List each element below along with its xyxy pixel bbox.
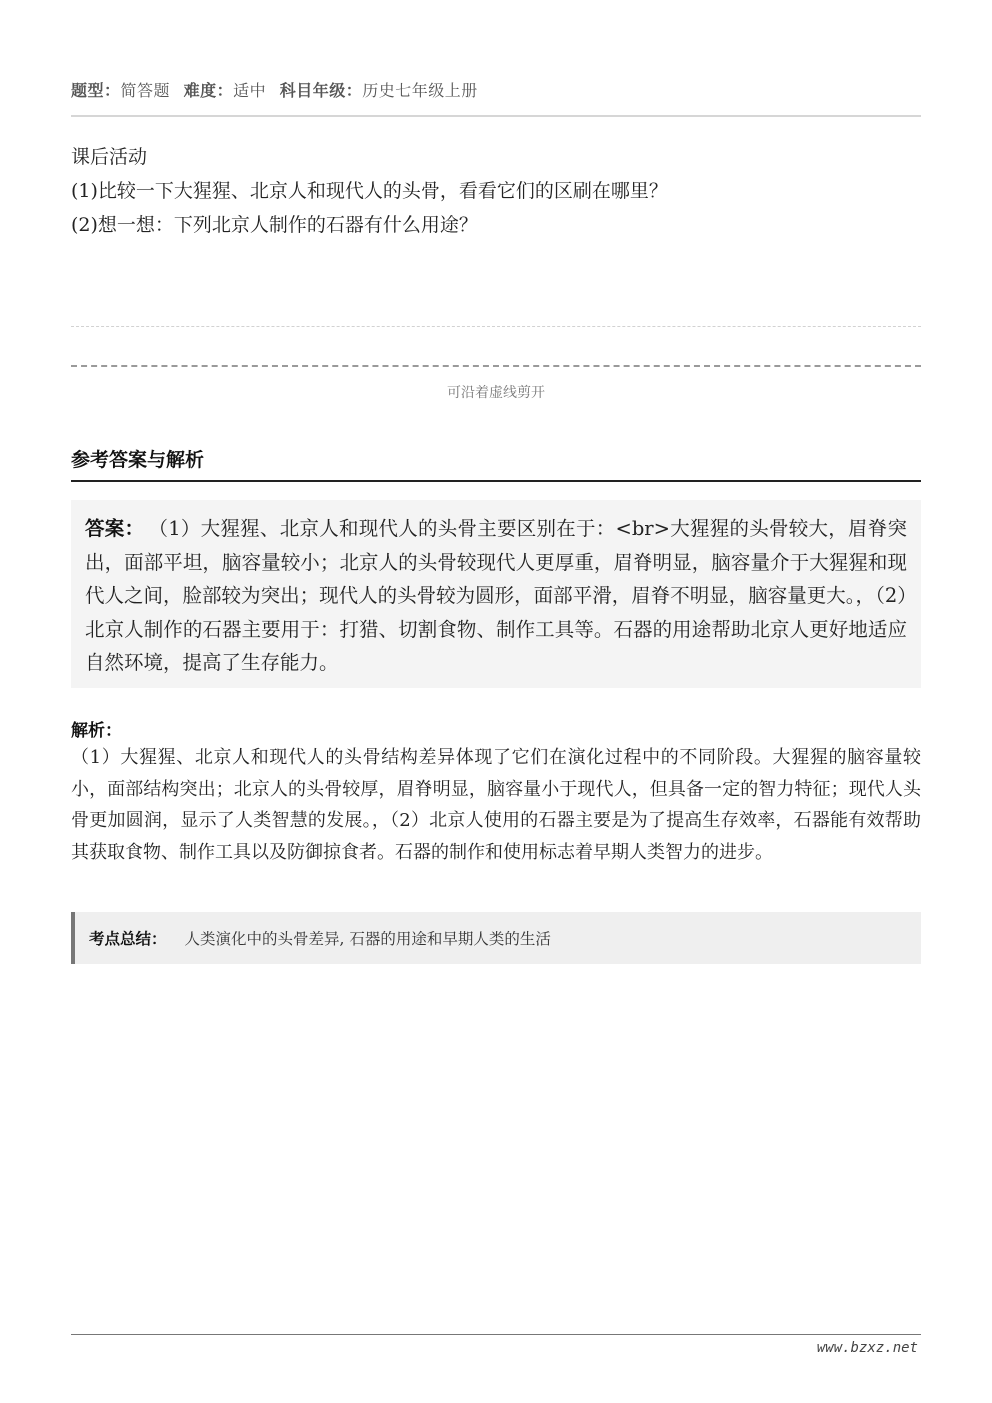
difficulty-value: 适中 (233, 81, 267, 100)
difficulty-label: 难度： (183, 81, 234, 100)
subject-label: 科目年级： (279, 81, 363, 100)
question-item-1: (1)比较一下大猩猩、北京人和现代人的头骨，看看它们的区刷在哪里？ (71, 180, 668, 202)
question-body (71, 140, 921, 242)
answer-section-title: 参考答案与解析 (71, 449, 205, 471)
analysis-label: 解析： (71, 721, 122, 741)
cut-hint: 可沿着虚线剪开 (447, 385, 545, 401)
answer-text: （1）大猩猩、北京人和现代人的头骨主要区别在于：<br>大猩猩的头骨较大，眉脊突出，面部平坦，脑容量较小；北京人的头骨较现代人更厚重，眉脊明显，脑容量介于大猩猩和现代人之间，脸部较为突出；现代人的头骨较为圆形，面部平滑，眉脊不明显，脑容量更大。，（2）北京人制作的石器主要用于：打猎、切割食物、制作工具等。石器的用途帮助北京人更好地适应自然环境，提高了生存能力。 (85, 517, 907, 674)
type-value: 简答题 (120, 81, 171, 100)
key-points-summary (71, 912, 921, 964)
footer-divider (71, 1334, 921, 1335)
meta-divider (71, 115, 921, 117)
subject-value: 历史七年级上册 (362, 81, 478, 100)
question-item-2: (2)想一想：下列北京人制作的石器有什么用途？ (71, 214, 478, 236)
cut-dashed-line (71, 365, 921, 367)
answer-box (71, 500, 921, 688)
summary-text: 人类演化中的头骨差异, 石器的用途和早期人类的生活 (184, 930, 551, 948)
footer-url: www.bzxz.net (816, 1340, 918, 1356)
analysis-text: （1）大猩猩、北京人和现代人的头骨结构差异体现了它们在演化过程中的不同阶段。大猩猩的脑容量较小，面部结构突出；北京人的头骨较厚，眉脊明显，脑容量小于现代人，但具备一定的智力特征；现代人头骨更加圆润，显示了人类智慧的发展。，（2）北京人使用的石器主要是为了提高生存效率，石器能有效帮助其获取食物、制作工具以及防御掠食者。石器的制作和使用标志着早期人类智力的进步。 (71, 747, 921, 863)
section-divider (71, 480, 921, 482)
answer-label: 答案： (85, 517, 145, 540)
question-meta (71, 78, 486, 101)
question-title: 课后活动 (71, 146, 148, 168)
answer-space-dashed-line (71, 326, 921, 327)
type-label: 题型： (71, 81, 121, 100)
summary-label: 考点总结： (89, 930, 167, 948)
